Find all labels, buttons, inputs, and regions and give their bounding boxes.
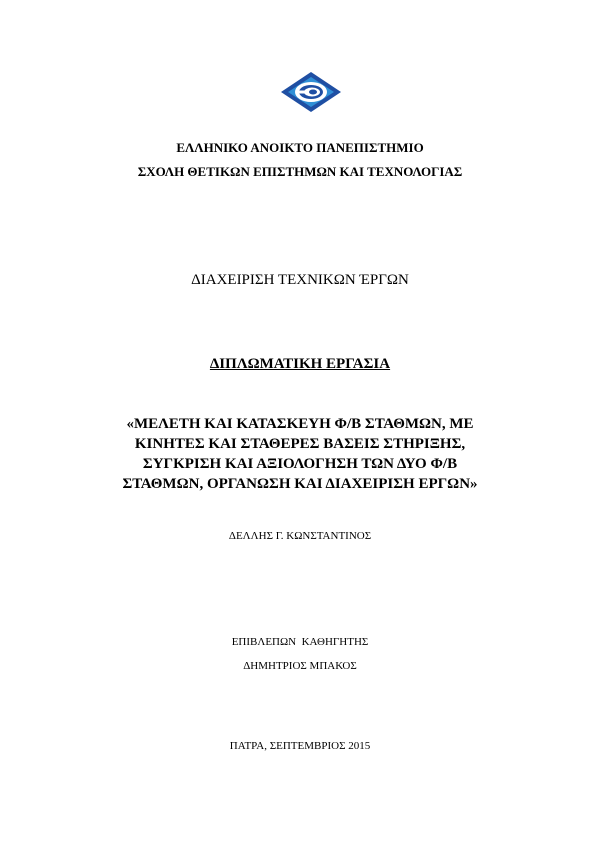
thesis-title: [60, 414, 540, 494]
university-logo-icon: [279, 70, 343, 114]
thesis-title-line: ΣΤΑΘΜΩΝ, ΟΡΓΑΝΩΣΗ ΚΑΙ ΔΙΑΧΕΙΡΙΣΗ ΕΡΓΩΝ»: [122, 476, 478, 492]
school-name: ΣΧΟΛΗ ΘΕΤΙΚΩΝ ΕΠΙΣΤΗΜΩΝ ΚΑΙ ΤΕΧΝΟΛΟΓΙΑΣ: [137, 164, 463, 179]
supervisor-label: ΕΠΙΒΛΕΠΩΝ ΚΑΘΗΓΗΤΗΣ: [231, 636, 369, 648]
thesis-title-line: ΣΥΓΚΡΙΣΗ ΚΑΙ ΑΞΙΟΛΟΓΗΣΗ ΤΩΝ ΔΥΟ Φ/Β: [142, 456, 458, 472]
university-name: ΕΛΛΗΝΙΚΟ ΑΝΟΙΚΤΟ ΠΑΝΕΠΙΣΤΗΜΙΟ: [176, 140, 424, 155]
course-name: ΔΙΑΧΕΙΡΙΣΗ ΤΕΧΝΙΚΩΝ ΈΡΓΩΝ: [191, 272, 409, 288]
place-date: ΠΑΤΡΑ, ΣΕΠΤΕΜΒΡΙΟΣ 2015: [229, 740, 371, 752]
thesis-title-line: «ΜΕΛΕΤΗ ΚΑΙ ΚΑΤΑΣΚΕΥΗ Φ/Β ΣΤΑΘΜΩΝ, ΜΕ: [126, 416, 474, 432]
thesis-title-line: ΚΙΝΗΤΕΣ ΚΑΙ ΣΤΑΘΕΡΕΣ ΒΑΣΕΙΣ ΣΤΗΡΙΞΗΣ,: [134, 436, 466, 452]
author-name: ΔΕΛΛΗΣ Γ. ΚΩΝΣΤΑΝΤΙΝΟΣ: [228, 530, 372, 542]
thesis-type: ΔΙΠΛΩΜΑΤΙΚΗ ΕΡΓΑΣΙΑ: [209, 356, 391, 372]
supervisor-name: ΔΗΜΗΤΡΙΟΣ ΜΠΑΚΟΣ: [243, 660, 357, 672]
